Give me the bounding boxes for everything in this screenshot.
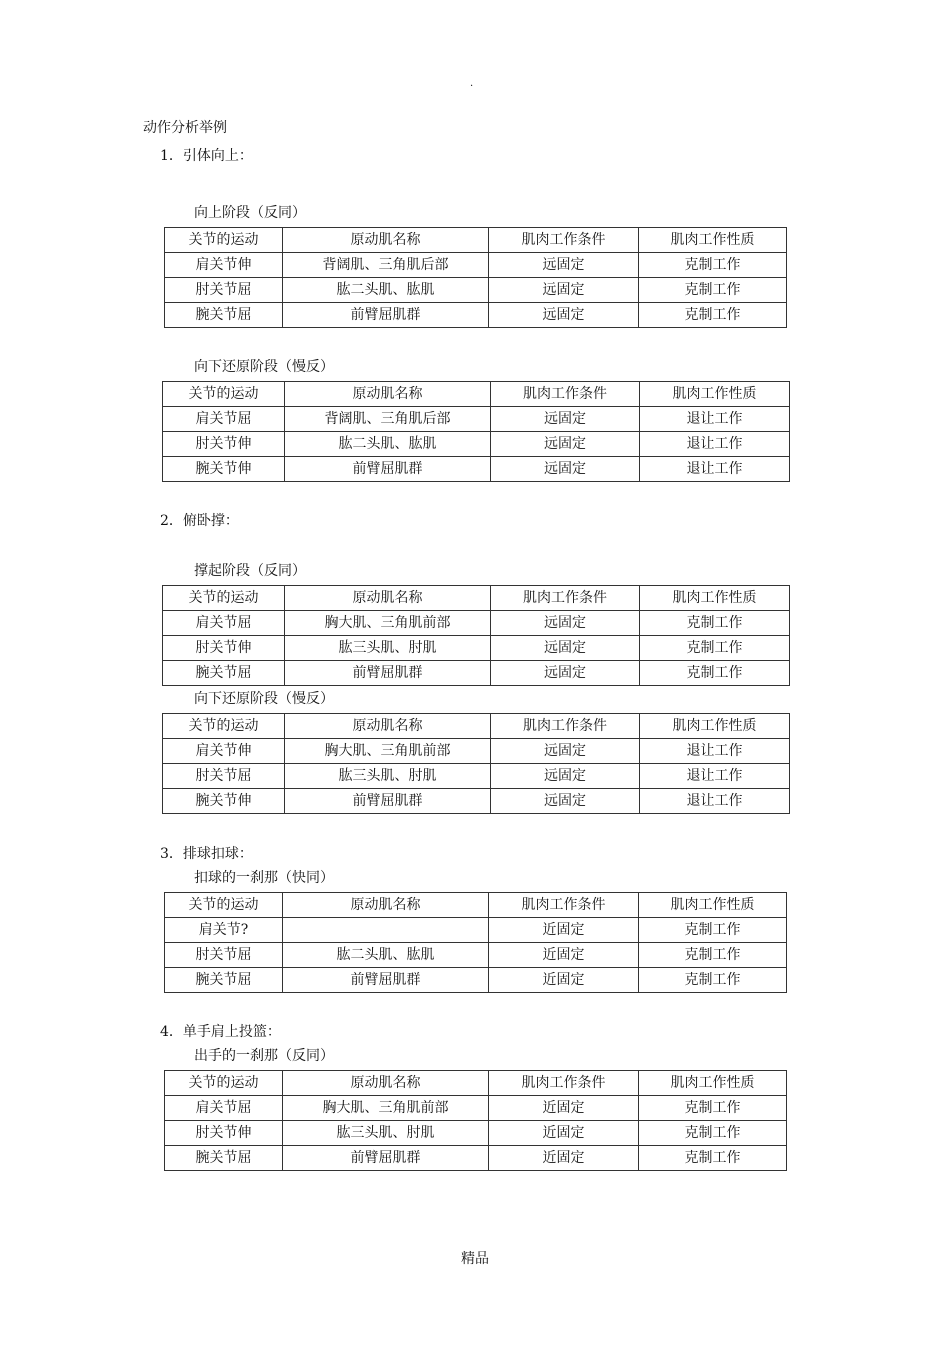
table-cell: 肱二头肌、肱肌 — [283, 943, 489, 968]
column-header: 关节的运动 — [165, 893, 283, 918]
column-header: 肌肉工作条件 — [489, 1071, 639, 1096]
table-cell: 肩关节屈 — [163, 611, 285, 636]
table-row — [163, 432, 790, 457]
table-header-row — [165, 228, 787, 253]
phase-title: 向下还原阶段（慢反） — [194, 359, 334, 375]
column-header: 原动肌名称 — [285, 586, 491, 611]
table-cell: 胸大肌、三角肌前部 — [285, 739, 491, 764]
analysis-table — [162, 713, 790, 814]
table-cell: 远固定 — [491, 636, 640, 661]
table-cell: 肘关节屈 — [165, 278, 283, 303]
table-cell: 腕关节伸 — [163, 457, 285, 482]
table-cell: 前臂屈肌群 — [285, 789, 491, 814]
table-row — [165, 943, 787, 968]
column-header: 原动肌名称 — [283, 1071, 489, 1096]
table-cell: 远固定 — [491, 611, 640, 636]
column-header: 肌肉工作性质 — [639, 1071, 787, 1096]
column-header: 肌肉工作性质 — [640, 714, 790, 739]
table-cell: 退让工作 — [640, 764, 790, 789]
table-cell: 腕关节屈 — [165, 968, 283, 993]
table-cell: 前臂屈肌群 — [283, 1146, 489, 1171]
table-row — [163, 611, 790, 636]
table-cell: 肱二头肌、肱肌 — [285, 432, 491, 457]
doc-title: 动作分析举例 — [143, 120, 227, 136]
analysis-table — [164, 1070, 787, 1171]
table-row — [165, 968, 787, 993]
table-cell: 近固定 — [489, 1121, 639, 1146]
table-cell: 退让工作 — [640, 457, 790, 482]
column-header: 肌肉工作性质 — [640, 382, 790, 407]
section-heading: 2．俯卧撑： — [160, 513, 239, 529]
table-cell: 肱二头肌、肱肌 — [283, 278, 489, 303]
table-cell: 克制工作 — [639, 303, 787, 328]
column-header: 肌肉工作条件 — [491, 714, 640, 739]
column-header: 关节的运动 — [163, 714, 285, 739]
table-cell: 退让工作 — [640, 739, 790, 764]
table-cell: 远固定 — [489, 278, 639, 303]
table-row — [163, 764, 790, 789]
table-cell: 克制工作 — [639, 943, 787, 968]
column-header: 原动肌名称 — [283, 893, 489, 918]
table-cell: 肩关节? — [165, 918, 283, 943]
table-cell: 远固定 — [491, 789, 640, 814]
section-heading: 1．引体向上： — [160, 148, 253, 164]
table-cell: 远固定 — [491, 432, 640, 457]
table-cell: 前臂屈肌群 — [283, 303, 489, 328]
table-row — [163, 789, 790, 814]
table-cell: 克制工作 — [640, 661, 790, 686]
table-cell: 腕关节伸 — [163, 789, 285, 814]
table-cell: 远固定 — [491, 661, 640, 686]
table-cell: 克制工作 — [640, 611, 790, 636]
table-cell: 近固定 — [489, 943, 639, 968]
table-cell: 背阔肌、三角肌后部 — [285, 407, 491, 432]
header-dot: . — [470, 78, 474, 89]
table-cell: 近固定 — [489, 1096, 639, 1121]
analysis-table — [164, 227, 787, 328]
table-cell: 肘关节伸 — [163, 432, 285, 457]
table-row — [163, 457, 790, 482]
table-cell: 胸大肌、三角肌前部 — [285, 611, 491, 636]
table-row — [165, 1096, 787, 1121]
table-row — [165, 303, 787, 328]
column-header: 关节的运动 — [165, 228, 283, 253]
table-cell: 克制工作 — [639, 1096, 787, 1121]
table-cell: 胸大肌、三角肌前部 — [283, 1096, 489, 1121]
section-heading: 4．单手肩上投篮： — [160, 1024, 281, 1040]
table-cell: 肱三头肌、肘肌 — [285, 764, 491, 789]
column-header: 肌肉工作性质 — [639, 228, 787, 253]
table-cell: 退让工作 — [640, 432, 790, 457]
column-header: 原动肌名称 — [285, 714, 491, 739]
column-header: 肌肉工作条件 — [489, 893, 639, 918]
table-cell: 克制工作 — [640, 636, 790, 661]
table-cell: 克制工作 — [639, 1121, 787, 1146]
table-header-row — [163, 586, 790, 611]
phase-title: 撑起阶段（反同） — [194, 563, 306, 579]
table-cell: 克制工作 — [639, 253, 787, 278]
table-header-row — [165, 893, 787, 918]
table-cell: 肘关节伸 — [165, 1121, 283, 1146]
table-cell: 肱三头肌、肘肌 — [283, 1121, 489, 1146]
table-cell: 前臂屈肌群 — [285, 457, 491, 482]
table-cell: 远固定 — [491, 739, 640, 764]
table-row — [165, 918, 787, 943]
table-row — [163, 407, 790, 432]
table-cell: 腕关节屈 — [165, 1146, 283, 1171]
table-cell: 克制工作 — [639, 1146, 787, 1171]
table-row — [165, 1121, 787, 1146]
table-cell: 克制工作 — [639, 278, 787, 303]
table-cell: 退让工作 — [640, 407, 790, 432]
table-cell: 肩关节伸 — [165, 253, 283, 278]
phase-title: 向下还原阶段（慢反） — [194, 691, 334, 707]
column-header: 原动肌名称 — [283, 228, 489, 253]
table-cell: 退让工作 — [640, 789, 790, 814]
phase-title: 向上阶段（反同） — [194, 205, 306, 221]
table-cell: 肩关节屈 — [165, 1096, 283, 1121]
table-cell: 近固定 — [489, 918, 639, 943]
phase-title: 扣球的一刹那（快同） — [194, 870, 334, 886]
column-header: 肌肉工作条件 — [491, 382, 640, 407]
column-header: 肌肉工作条件 — [491, 586, 640, 611]
phase-title: 出手的一刹那（反同） — [194, 1048, 334, 1064]
column-header: 原动肌名称 — [285, 382, 491, 407]
table-row — [163, 636, 790, 661]
table-cell: 近固定 — [489, 1146, 639, 1171]
table-cell: 远固定 — [491, 457, 640, 482]
table-cell: 腕关节屈 — [165, 303, 283, 328]
table-cell: 肩关节屈 — [163, 407, 285, 432]
table-cell: 肘关节屈 — [165, 943, 283, 968]
table-row — [165, 253, 787, 278]
table-cell: 腕关节屈 — [163, 661, 285, 686]
table-cell: 背阔肌、三角肌后部 — [283, 253, 489, 278]
table-cell: 远固定 — [491, 407, 640, 432]
table-row — [165, 1146, 787, 1171]
column-header: 关节的运动 — [165, 1071, 283, 1096]
table-header-row — [165, 1071, 787, 1096]
column-header: 肌肉工作条件 — [489, 228, 639, 253]
table-header-row — [163, 382, 790, 407]
table-cell: 肘关节屈 — [163, 764, 285, 789]
table-cell: 肱三头肌、肘肌 — [285, 636, 491, 661]
analysis-table — [162, 381, 790, 482]
page-footer: 精品 — [461, 1251, 489, 1267]
table-cell: 近固定 — [489, 968, 639, 993]
table-header-row — [163, 714, 790, 739]
table-row — [163, 739, 790, 764]
analysis-table — [164, 892, 787, 993]
column-header: 肌肉工作性质 — [640, 586, 790, 611]
table-cell: 肩关节伸 — [163, 739, 285, 764]
column-header: 肌肉工作性质 — [639, 893, 787, 918]
table-cell — [283, 918, 489, 943]
column-header: 关节的运动 — [163, 586, 285, 611]
table-cell: 前臂屈肌群 — [285, 661, 491, 686]
table-row — [165, 278, 787, 303]
table-cell: 克制工作 — [639, 918, 787, 943]
table-cell: 前臂屈肌群 — [283, 968, 489, 993]
analysis-table — [162, 585, 790, 686]
table-cell: 远固定 — [489, 303, 639, 328]
table-cell: 肘关节伸 — [163, 636, 285, 661]
table-cell: 克制工作 — [639, 968, 787, 993]
column-header: 关节的运动 — [163, 382, 285, 407]
table-cell: 远固定 — [491, 764, 640, 789]
table-cell: 远固定 — [489, 253, 639, 278]
section-heading: 3．排球扣球： — [160, 846, 253, 862]
table-row — [163, 661, 790, 686]
